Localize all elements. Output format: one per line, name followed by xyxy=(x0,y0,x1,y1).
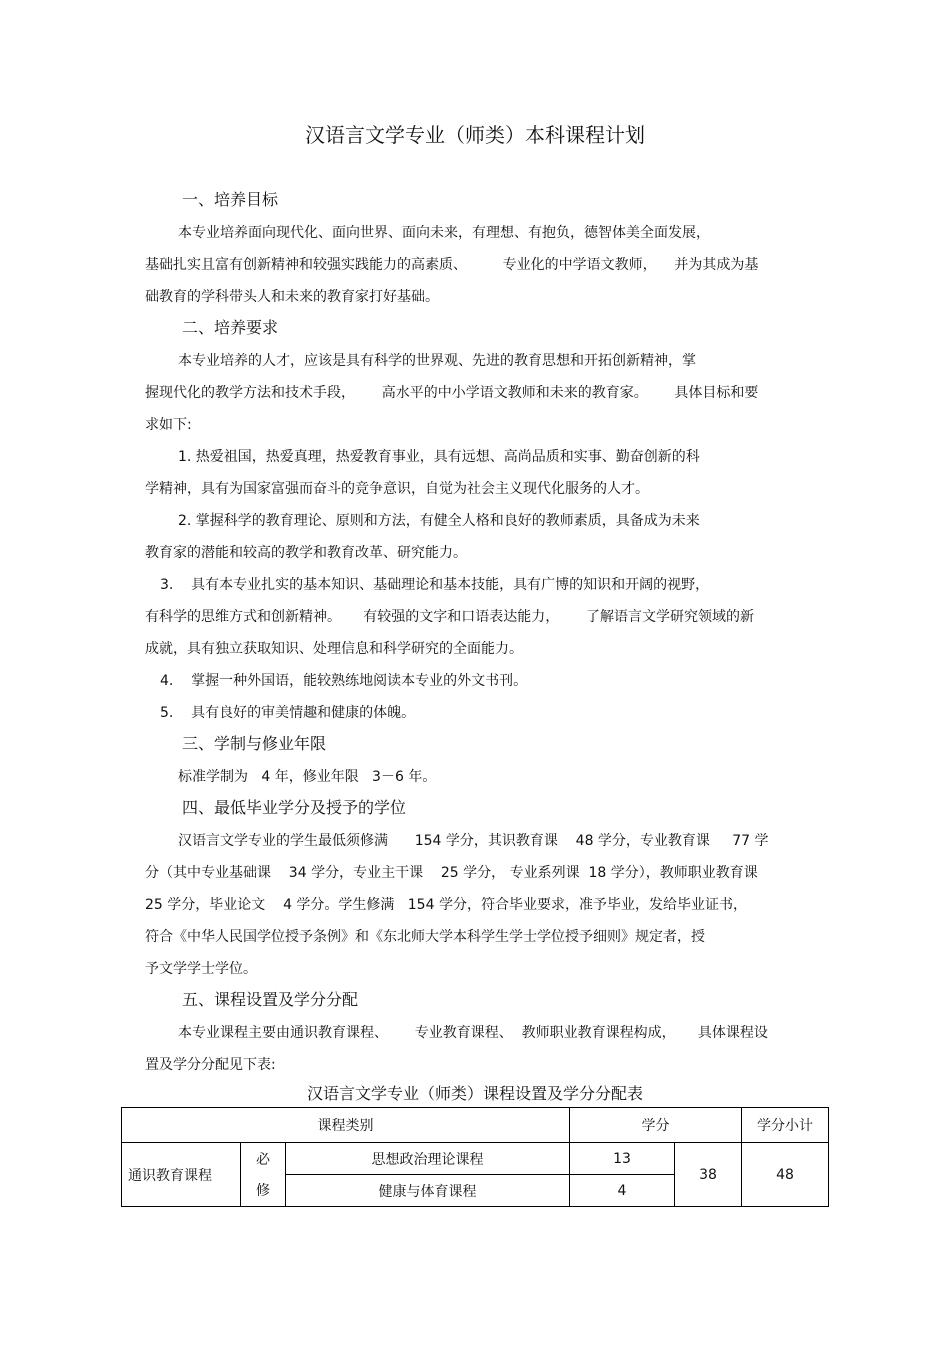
header-credits: 学分 xyxy=(570,1108,742,1143)
paragraph-line: 予文学学士学位。 xyxy=(145,961,257,977)
table-header-row xyxy=(122,1108,829,1143)
required-label-bottom: 修 xyxy=(241,1175,286,1207)
group-subtotal-cell: 48 xyxy=(742,1143,829,1207)
group-credits-cell: 38 xyxy=(675,1143,742,1207)
list-item: 1. 热爱祖国，热爱真理，热爱教育事业，具有远想、高尚品质和实事、勤奋创新的科 xyxy=(178,449,700,465)
paragraph-line: 有科学的思维方式和创新精神。 有较强的文字和口语表达能力， 了解语言文学研究领域的新 xyxy=(145,609,754,625)
section-heading-goals: 一、培养目标 xyxy=(182,190,279,209)
paragraph-line: 学精神，具有为国家富强而奋斗的竞争意识，自觉为社会主义现代化服务的人才。 xyxy=(145,481,649,497)
header-category: 课程类别 xyxy=(122,1108,570,1143)
paragraph-line: 符合《中华人民国学位授予条例》和《东北师大学本科学生学士学位授予细则》规定者，授 xyxy=(145,929,705,945)
paragraph-line: 25 学分，毕业论文 4 学分。学生修满 154 学分，符合毕业要求，准予毕业，发给毕业证书， xyxy=(145,897,747,913)
list-item: 2. 掌握科学的教育理论、原则和方法，有健全人格和良好的教师素质，具备成为未来 xyxy=(178,513,700,529)
paragraph-line: 分（其中专业基础课 34 学分，专业主干课 25 学分， 专业系列课 18 学分），教师职业教育课 xyxy=(145,865,758,881)
list-item: 4. 掌握一种外国语，能较熟练地阅读本专业的外文书刊。 xyxy=(160,673,528,689)
paragraph-line: 教育家的潜能和较高的教学和教育改革、研究能力。 xyxy=(145,545,467,561)
course-credits-cell: 13 xyxy=(570,1143,675,1175)
list-item: 5. 具有良好的审美情趣和健康的体魄。 xyxy=(160,705,416,721)
paragraph-line: 握现代化的教学方法和技术手段， 高水平的中小学语文教师和未来的教育家。 具体目标和要 xyxy=(145,385,759,401)
table-caption: 汉语言文学专业（师类）课程设置及学分分配表 xyxy=(306,1084,643,1103)
paragraph-line: 本专业课程主要由通识教育课程、 专业教育课程、 教师职业教育课程构成， 具体课程设 xyxy=(178,1025,768,1041)
header-subtotal: 学分小计 xyxy=(742,1108,829,1143)
required-label-top: 必 xyxy=(241,1143,286,1175)
list-item: 3. 具有本专业扎实的基本知识、基础理论和基本技能，具有广博的知识和开阔的视野， xyxy=(160,577,710,593)
paragraph-line: 本专业培养的人才，应该是具有科学的世界观、先进的教育思想和开拓创新精神，掌 xyxy=(178,353,696,369)
group-name-cell: 通识教育课程 xyxy=(122,1143,241,1207)
course-credits-cell: 4 xyxy=(570,1175,675,1207)
section-heading-credits-degree: 四、最低毕业学分及授予的学位 xyxy=(182,798,407,817)
paragraph-line: 置及学分分配见下表: xyxy=(145,1057,276,1073)
table-row xyxy=(122,1143,829,1175)
paragraph-line: 标准学制为 4 年，修业年限 3－6 年。 xyxy=(178,769,437,785)
paragraph-line: 本专业培养面向现代化、面向世界、面向未来，有理想、有抱负，德智体美全面发展， xyxy=(178,225,710,241)
section-heading-duration: 三、学制与修业年限 xyxy=(182,734,327,753)
paragraph-line: 基础扎实且富有创新精神和较强实践能力的高素质、 专业化的中学语文教师， 并为其成为基 xyxy=(145,257,759,273)
section-heading-requirements: 二、培养要求 xyxy=(182,318,279,337)
course-name-cell: 思想政治理论课程 xyxy=(286,1143,570,1175)
paragraph-line: 汉语言文学专业的学生最低须修满 154 学分，其识教育课 48 学分，专业教育课 77 学 xyxy=(178,833,769,849)
paragraph-line: 求如下: xyxy=(145,417,192,433)
paragraph-line: 础教育的学科带头人和未来的教育家打好基础。 xyxy=(145,289,439,305)
section-heading-curriculum: 五、课程设置及学分分配 xyxy=(182,990,359,1009)
paragraph-line: 成就，具有独立获取知识、处理信息和科学研究的全面能力。 xyxy=(145,641,523,657)
credits-table xyxy=(121,1107,829,1207)
document-title: 汉语言文学专业（师类）本科课程计划 xyxy=(305,123,645,147)
course-name-cell: 健康与体育课程 xyxy=(286,1175,570,1207)
